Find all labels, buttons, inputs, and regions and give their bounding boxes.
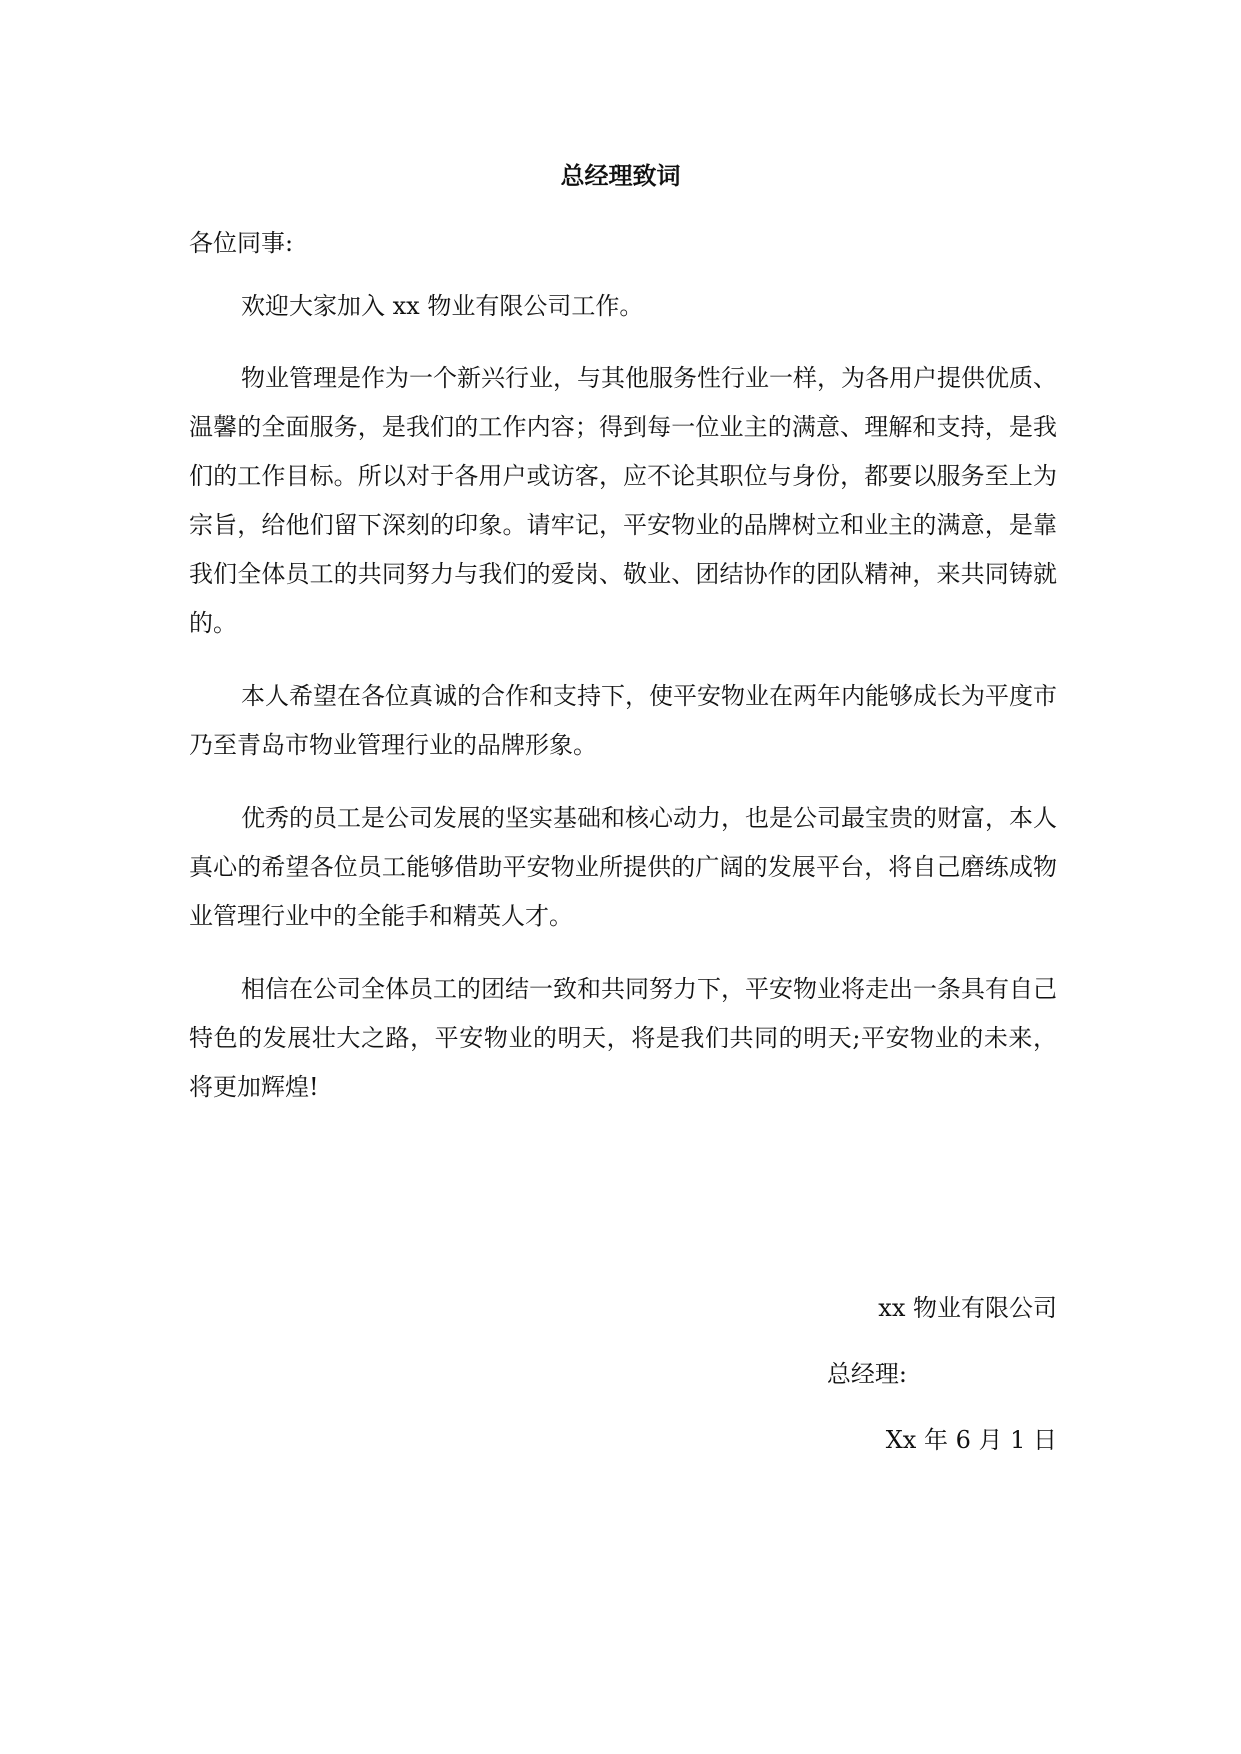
paragraph-future: 相信在公司全体员工的团结一致和共同努力下，平安物业将走出一条具有自己特色的发展壮大之路，平安物业的明天，将是我们共同的明天;平安物业的未来，将更加辉煌! [189, 975, 1057, 1101]
paragraph-employees: 优秀的员工是公司发展的坚实基础和核心动力，也是公司最宝贵的财富，本人真心的希望各位员工能够借助平安物业所提供的广阔的发展平台，将自己磨练成物业管理行业中的全能手和精英人才。 [189, 804, 1057, 930]
paragraph-service: 物业管理是作为一个新兴行业，与其他服务性行业一样，为各用户提供优质、温馨的全面服务，是我们的工作内容；得到每一位业主的满意、理解和支持，是我们的工作目标。所以对于各用户或访客，应不论其职位与身份，都要以服务至上为宗旨，给他们留下深刻的印象。请牢记，平安物业的品牌树立和业主的满意，是靠我们全体员工的共同努力与我们的爱岗、敬业、团结协作的团队精神，来共同铸就的。 [189, 364, 1057, 637]
salutation: 各位同事: [189, 229, 294, 257]
paragraph-hope: 本人希望在各位真诚的合作和支持下，使平安物业在两年内能够成长为平度市乃至青岛市物业管理行业的品牌形象。 [189, 682, 1057, 759]
letter-body [189, 288, 1057, 1136]
signature-date: Xx 年 6 月 1 日 [885, 1426, 1057, 1454]
document-title: 总经理致词 [560, 162, 681, 190]
signature-block [827, 1290, 1057, 1488]
signature-title: 总经理: [826, 1360, 907, 1388]
signature-company: xx 物业有限公司 [878, 1294, 1057, 1322]
paragraph-welcome: 欢迎大家加入 xx 物业有限公司工作。 [241, 292, 644, 320]
